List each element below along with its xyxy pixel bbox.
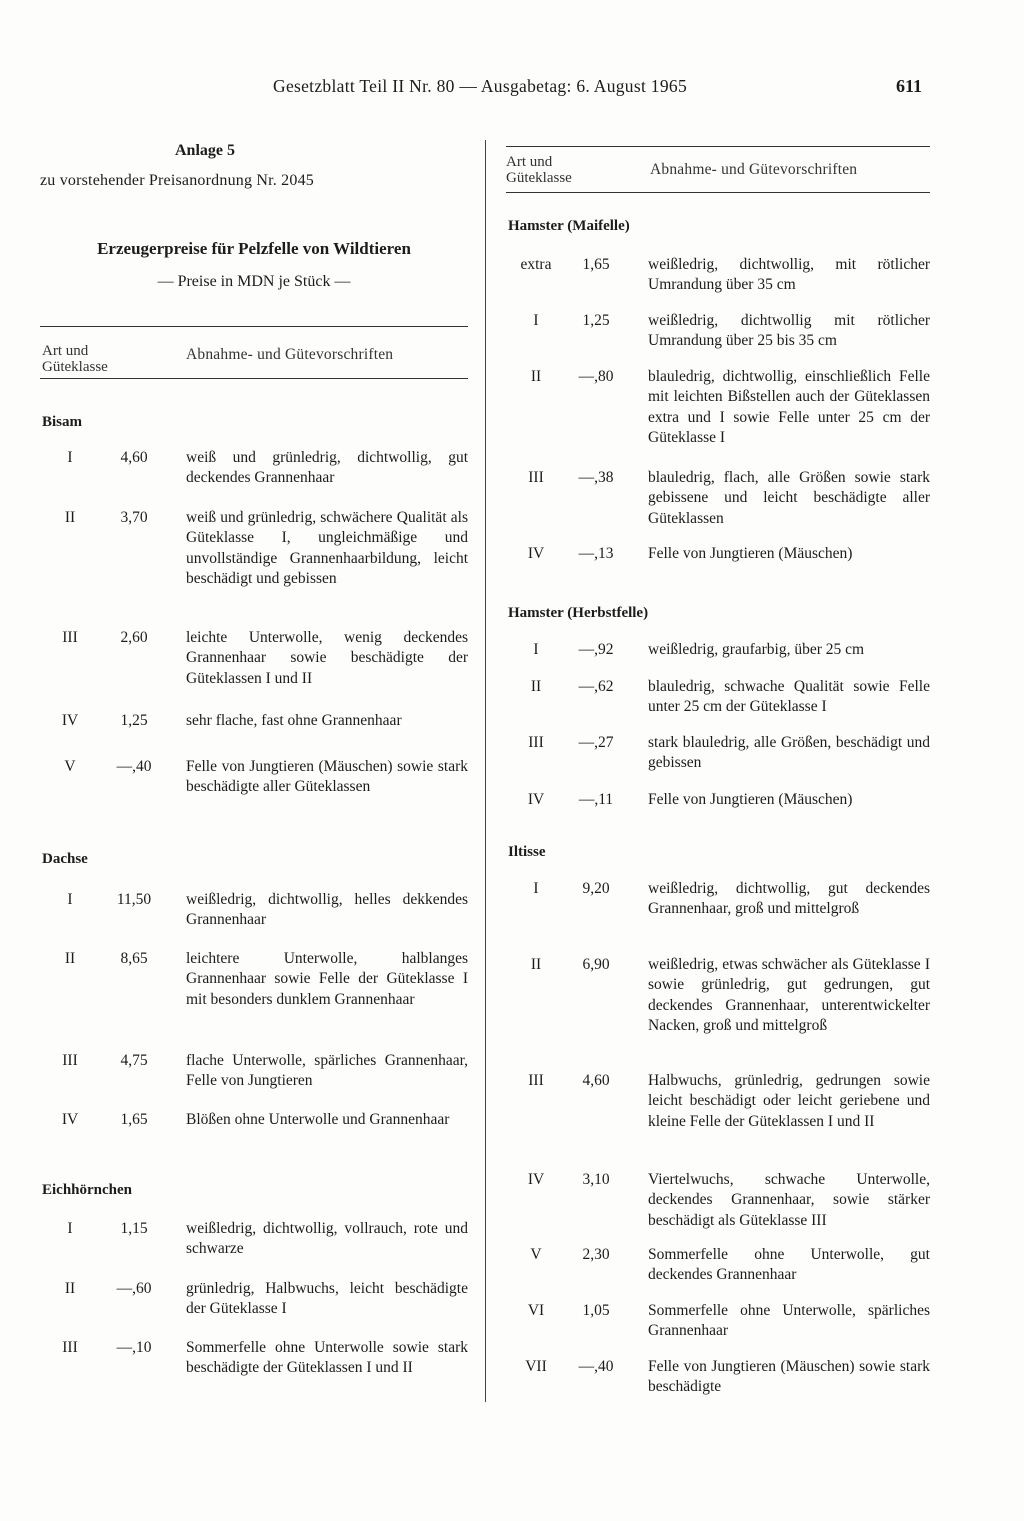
price: 1,65 bbox=[582, 256, 610, 273]
requirements: stark blauledrig, alle Größen, beschädigt und gebissen bbox=[648, 734, 930, 772]
requirements: blauledrig, flach, alle Größen sowie stark gebissene und leicht beschädigte aller Güteklassen bbox=[648, 469, 930, 527]
grade-class: I bbox=[67, 891, 73, 908]
grade-class: IV bbox=[527, 1171, 545, 1188]
grade-class: IV bbox=[61, 712, 79, 729]
price: 4,60 bbox=[120, 449, 148, 466]
requirements: weißledrig, dichtwollig, mit rötlicher Umrandung über 35 cm bbox=[648, 256, 930, 294]
requirements: flache Unterwolle, spärliches Grannenhaar, Felle von Jungtieren bbox=[186, 1052, 468, 1090]
price: —,40 bbox=[116, 758, 152, 775]
price: —,60 bbox=[116, 1280, 152, 1297]
requirements: weißledrig, etwas schwächer als Güteklasse I sowie grünledrig, gut gedrungen, gut deckendes Grannenhaar, unterentwickelter Nacken, groß und mittelgroß bbox=[648, 956, 930, 1035]
price: —,92 bbox=[578, 641, 614, 658]
requirements: Viertelwuchs, schwache Unterwolle, deckendes Grannenhaar, sowie stärker beschädigt als Güteklasse III bbox=[648, 1171, 930, 1229]
grade-class: II bbox=[530, 678, 542, 695]
grade-class: VII bbox=[525, 1358, 547, 1375]
price: —,40 bbox=[578, 1358, 614, 1375]
section-heading: Eichhörnchen bbox=[42, 1182, 133, 1198]
requirements: Sommerfelle ohne Unterwolle, spärliches Grannenhaar bbox=[648, 1302, 930, 1340]
header-gueteklasse: Güteklasse bbox=[42, 359, 108, 375]
requirements: Felle von Jungtieren (Mäuschen) sowie stark beschädigte aller Güteklassen bbox=[186, 758, 468, 796]
price: 9,20 bbox=[582, 880, 610, 897]
grade-class: III bbox=[528, 469, 544, 486]
grade-class: I bbox=[67, 1220, 73, 1237]
section-heading: Hamster (Maifelle) bbox=[508, 218, 630, 234]
grade-class: III bbox=[62, 1052, 78, 1069]
grade-class: I bbox=[533, 641, 539, 658]
grade-class: IV bbox=[527, 791, 545, 808]
header-gueteklasse: Güteklasse bbox=[506, 170, 572, 186]
requirements: Felle von Jungtieren (Mäuschen) bbox=[648, 545, 853, 562]
price: 2,60 bbox=[120, 629, 148, 646]
header-vorschriften: Abnahme- und Gütevorschriften bbox=[650, 161, 858, 178]
requirements: weißledrig, dichtwollig, gut deckendes Grannenhaar, groß und mittelgroß bbox=[648, 880, 930, 918]
column-divider bbox=[485, 140, 486, 1402]
price: 1,25 bbox=[120, 712, 148, 729]
price: 1,25 bbox=[582, 312, 610, 329]
requirements: weißledrig, dichtwollig mit rötlicher Umrandung über 25 bis 35 cm bbox=[648, 312, 930, 350]
table-header-left bbox=[40, 326, 468, 382]
requirements: sehr flache, fast ohne Grannenhaar bbox=[186, 712, 402, 729]
price: —,10 bbox=[116, 1339, 152, 1356]
price: —,38 bbox=[578, 469, 614, 486]
header-art-und: Art und bbox=[506, 154, 553, 170]
grade-class: I bbox=[533, 880, 539, 897]
grade-class: III bbox=[62, 1339, 78, 1356]
requirements: Sommerfelle ohne Unterwolle, gut deckendes Grannenhaar bbox=[648, 1246, 930, 1284]
price: 4,75 bbox=[120, 1052, 148, 1069]
grade-class: II bbox=[530, 956, 542, 973]
requirements: Blößen ohne Unterwolle und Grannenhaar bbox=[186, 1111, 450, 1128]
section-heading: Iltisse bbox=[508, 844, 546, 860]
header-art-und: Art und bbox=[42, 343, 89, 359]
grade-class: IV bbox=[527, 545, 545, 562]
price: —,27 bbox=[578, 734, 614, 751]
requirements: blauledrig, dichtwollig, einschließlich Felle mit leichten Bißstellen auch der Güteklassen extra und I sowie Felle unter 25 cm der Güteklasse I bbox=[648, 368, 930, 447]
requirements: grünledrig, Halbwuchs, leicht beschädigte der Güteklasse I bbox=[186, 1280, 468, 1318]
requirements: Felle von Jungtieren (Mäuschen) bbox=[648, 791, 853, 808]
price: 4,60 bbox=[582, 1072, 610, 1089]
anlage-subtitle: zu vorstehender Preisanordnung Nr. 2045 bbox=[40, 172, 314, 189]
page-number: 611 bbox=[896, 76, 923, 96]
grade-class: VI bbox=[527, 1302, 545, 1319]
grade-class: V bbox=[530, 1246, 542, 1263]
price: —,80 bbox=[578, 368, 614, 385]
price: —,13 bbox=[578, 545, 614, 562]
section-heading: Bisam bbox=[42, 414, 83, 430]
document-subtitle: — Preise in MDN je Stück — bbox=[157, 273, 351, 290]
grade-class: II bbox=[64, 950, 76, 967]
requirements: weiß und grünledrig, schwächere Qualität als Güteklasse I, ungleichmäßige und unvollständige Grannenhaarbildung, leicht beschädigt und gebissen bbox=[186, 509, 468, 588]
price: —,62 bbox=[578, 678, 614, 695]
grade-class: II bbox=[530, 368, 542, 385]
price: 2,30 bbox=[582, 1246, 610, 1263]
grade-class: II bbox=[64, 1280, 76, 1297]
price: 1,05 bbox=[582, 1302, 610, 1319]
running-title: Gesetzblatt Teil II Nr. 80 — Ausgabetag: 6. August 1965 bbox=[273, 76, 687, 96]
requirements: Felle von Jungtieren (Mäuschen) sowie stark beschädigte bbox=[648, 1358, 930, 1396]
requirements: weißledrig, dichtwollig, vollrauch, rote und schwarze bbox=[186, 1220, 468, 1258]
price: 6,90 bbox=[582, 956, 610, 973]
price: —,11 bbox=[578, 791, 614, 808]
requirements: blauledrig, schwache Qualität sowie Felle unter 25 cm der Güteklasse I bbox=[648, 678, 930, 716]
table-header-right bbox=[506, 146, 930, 194]
requirements: weißledrig, dichtwollig, helles dekkendes Grannenhaar bbox=[186, 891, 468, 929]
requirements: weiß und grünledrig, dichtwollig, gut deckendes Grannenhaar bbox=[186, 449, 468, 487]
grade-class: extra bbox=[520, 256, 552, 273]
grade-class: V bbox=[64, 758, 76, 775]
section-heading: Hamster (Herbstfelle) bbox=[508, 605, 649, 621]
section-heading: Dachse bbox=[42, 851, 88, 867]
price: 11,50 bbox=[116, 891, 152, 908]
price: 3,70 bbox=[120, 509, 148, 526]
requirements: leichte Unterwolle, wenig deckendes Grannenhaar sowie beschädigte der Güteklassen I und II bbox=[186, 629, 468, 687]
requirements: Sommerfelle ohne Unterwolle sowie stark beschädigte der Güteklassen I und II bbox=[186, 1339, 468, 1377]
price: 3,10 bbox=[582, 1171, 610, 1188]
grade-class: III bbox=[528, 1072, 544, 1089]
header-vorschriften: Abnahme- und Gütevorschriften bbox=[186, 346, 394, 363]
requirements: leichtere Unterwolle, halblanges Grannenhaar sowie Felle der Güteklasse I mit besonders dunklem Grannenhaar bbox=[186, 950, 468, 1008]
document-title: Erzeugerpreise für Pelzfelle von Wildtieren bbox=[97, 239, 411, 258]
anlage-title: Anlage 5 bbox=[175, 142, 235, 159]
grade-class: III bbox=[528, 734, 544, 751]
page-header bbox=[0, 76, 1024, 106]
grade-class: I bbox=[67, 449, 73, 466]
price: 1,65 bbox=[120, 1111, 148, 1128]
grade-class: I bbox=[533, 312, 539, 329]
requirements: Halbwuchs, grünledrig, gedrungen sowie leicht beschädigt oder leicht geriebene und kleine Felle der Güteklassen I und II bbox=[648, 1072, 930, 1130]
price: 1,15 bbox=[120, 1220, 148, 1237]
grade-class: II bbox=[64, 509, 76, 526]
grade-class: IV bbox=[61, 1111, 79, 1128]
grade-class: III bbox=[62, 629, 78, 646]
requirements: weißledrig, graufarbig, über 25 cm bbox=[648, 641, 865, 658]
price: 8,65 bbox=[120, 950, 148, 967]
